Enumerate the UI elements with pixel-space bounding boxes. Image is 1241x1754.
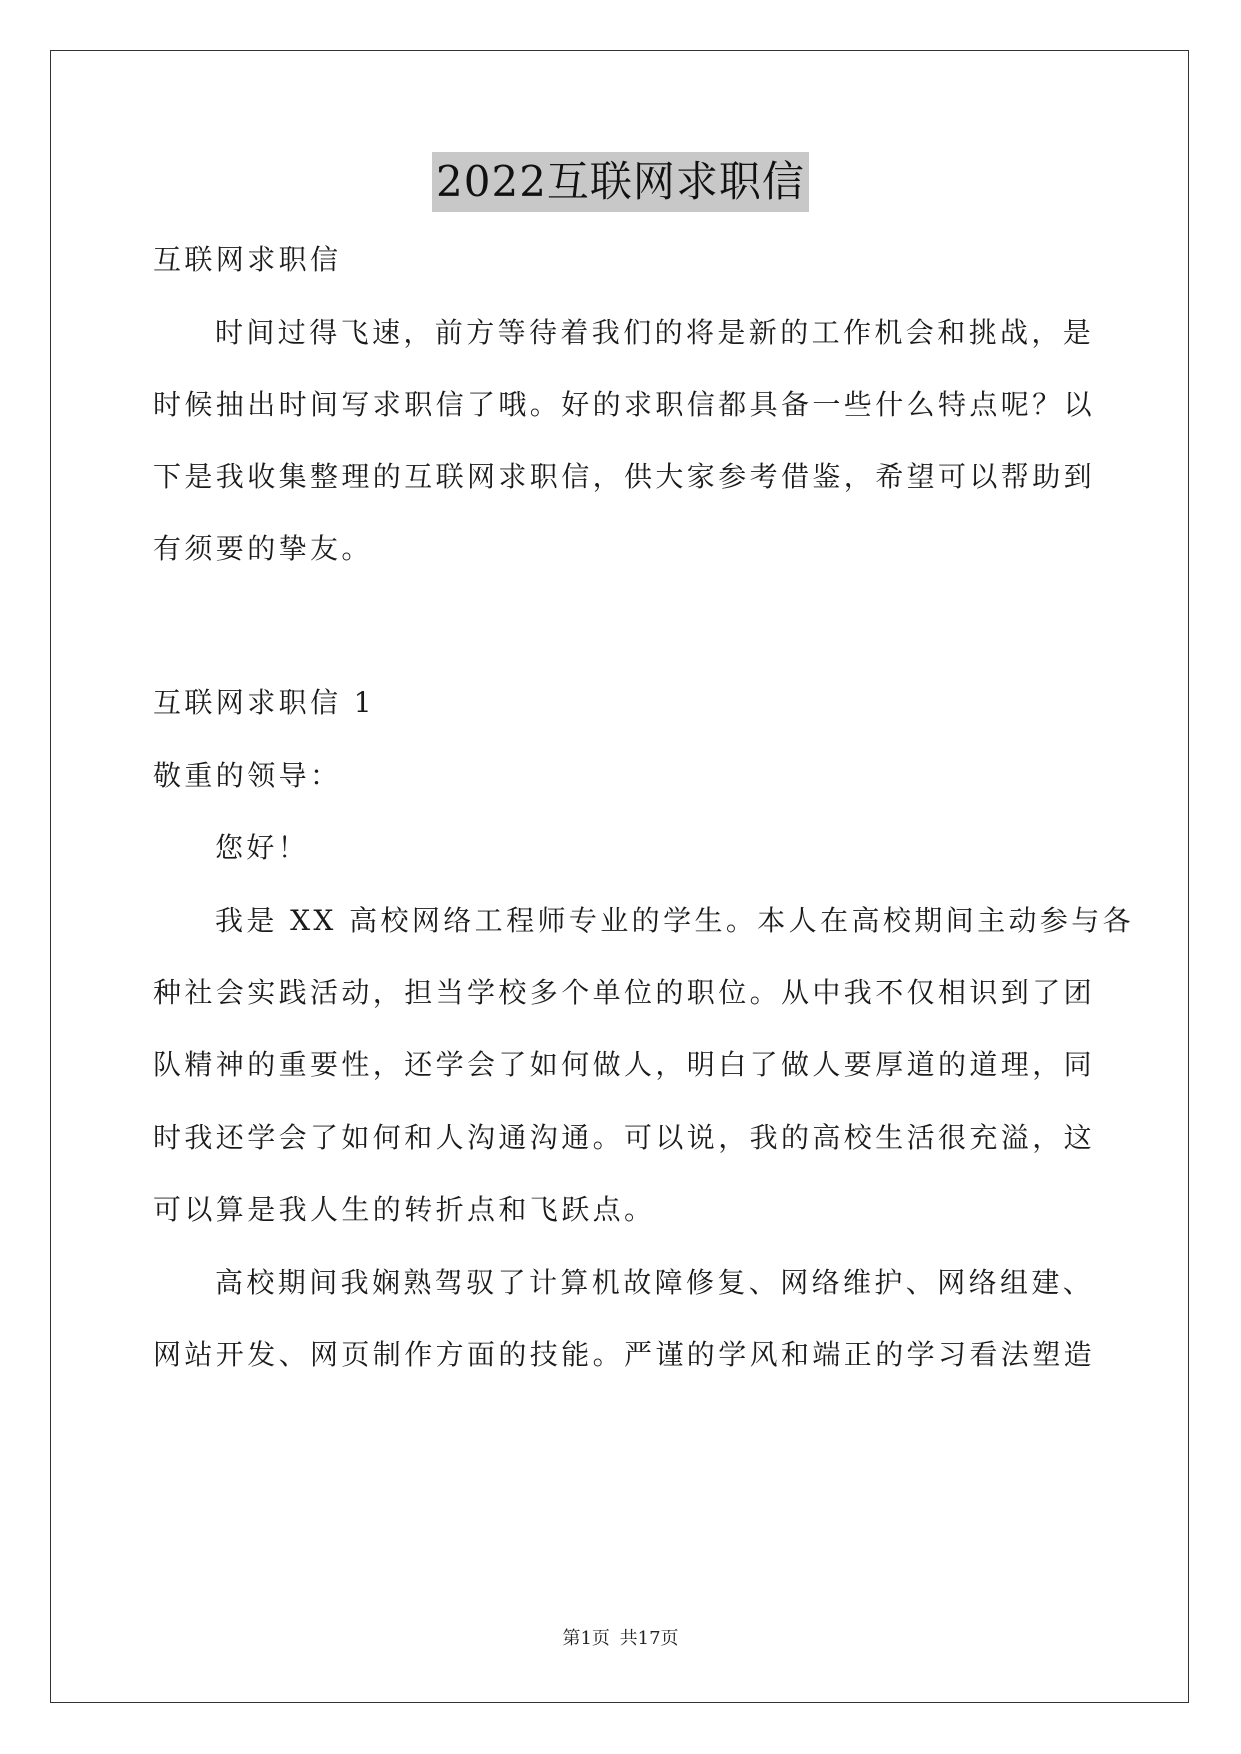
title-container — [0, 152, 1241, 212]
document-title: 2022互联网求职信 — [432, 152, 809, 212]
body-line-7: 网站开发、网页制作方面的技能。严谨的学风和端正的学习看法塑造 — [153, 1338, 1096, 1371]
page-number: 第1页 — [562, 1628, 610, 1649]
intro-line-4: 有须要的挚友。 — [153, 532, 373, 565]
page-total: 共17页 — [619, 1628, 679, 1649]
body-line-3: 队精神的重要性，还学会了如何做人，明白了做人要厚道的道理，同 — [153, 1048, 1096, 1081]
intro-line-3: 下是我收集整理的互联网求职信，供大家参考借鉴，希望可以帮助到 — [153, 460, 1096, 493]
intro-line-1: 时间过得飞速，前方等待着我们的将是新的工作机会和挑战，是 — [215, 316, 1095, 349]
page-footer — [0, 1626, 1241, 1652]
salutation: 敬重的领导： — [153, 759, 342, 792]
page-border — [50, 50, 1189, 1703]
intro-line-2: 时候抽出时间写求职信了哦。好的求职信都具备一些什么特点呢？以 — [153, 388, 1096, 421]
body-line-5: 可以算是我人生的转折点和飞跃点。 — [153, 1193, 656, 1226]
section-heading: 互联网求职信 1 — [153, 686, 375, 719]
body-line-2: 种社会实践活动，担当学校多个单位的职位。从中我不仅相识到了团 — [153, 976, 1096, 1009]
subtitle: 互联网求职信 — [153, 243, 342, 276]
body-line-1: 我是 XX 高校网络工程师专业的学生。本人在高校期间主动参与各 — [215, 904, 1135, 937]
body-line-6: 高校期间我娴熟驾驭了计算机故障修复、网络维护、网络组建、 — [215, 1266, 1095, 1299]
body-line-4: 时我还学会了如何和人沟通沟通。可以说，我的高校生活很充溢，这 — [153, 1121, 1096, 1154]
greeting: 您好！ — [215, 831, 310, 864]
